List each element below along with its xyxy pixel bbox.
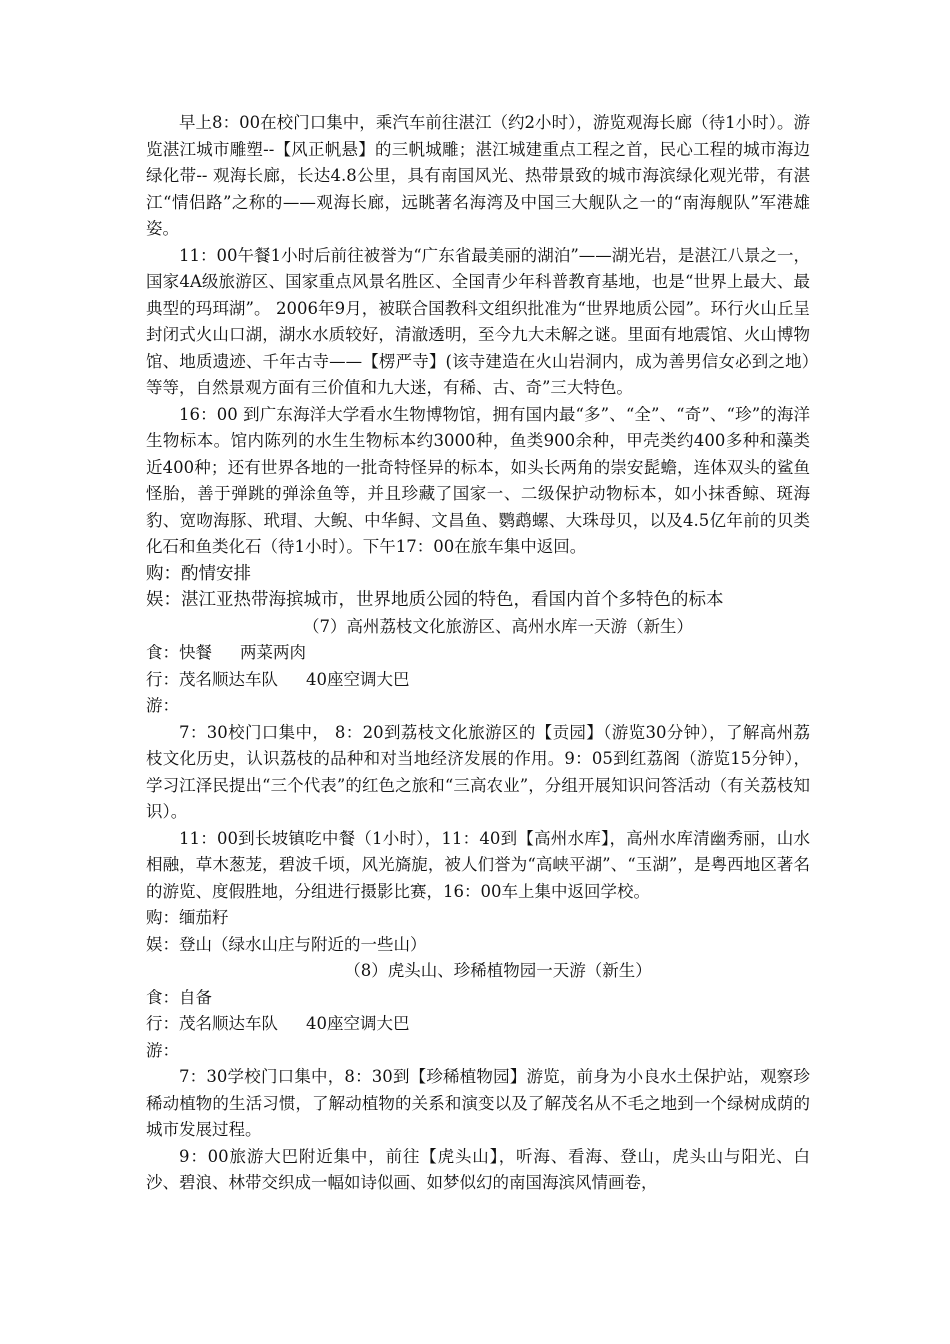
- section7-heading: （7）高州荔枝文化旅游区、高州水库一天游（新生）: [303, 616, 693, 636]
- food-value: 快餐: [179, 643, 212, 662]
- paragraph-section8-2: 9：00旅游大巴附近集中，前往【虎头山】，听海、看海、登山，虎头山与阳光、白沙、碧浪、林带交织成一幅如诗似画、如梦似幻的南国海滨风情画卷，: [146, 1146, 810, 1192]
- paragraph-section7-2: 11：00到长坡镇吃中餐（1小时），11：40到【高州水库】，高州水库清幽秀丽，山水相融，草木葱茏，碧波千顷，风光旖旎，被人们誉为“高峡平湖”、“玉湖”，是粤西地区著名的游览、度假胜地，分组进行摄影比赛，16：00车上集中返回学校。: [146, 828, 810, 901]
- entertainment-value: 登山（绿水山庄与附近的一些山）: [179, 934, 427, 954]
- section7-shopping-row: [146, 905, 810, 932]
- entertainment-label: 娱：: [146, 590, 181, 610]
- section7-entertainment-row: [146, 932, 810, 959]
- section7-food-row: [146, 640, 810, 667]
- section8-food-row: [146, 985, 810, 1012]
- food-value-detail: 两菜两肉: [240, 643, 306, 662]
- paragraph-section7-1: 7：30校门口集中， 8：20到荔枝文化旅游区的【贡园】（游览30分钟），了解高州荔枝文化历史，认识荔枝的品种和对当地经济发展的作用。9：05到红荔阁（游览15分钟），学习江泽民提出“三个代表”的红色之旅和“三高农业”，分组开展知识问答活动（有关荔枝知识）。: [146, 722, 810, 821]
- entertainment-value: 湛江亚热带海摈城市，世界地质公园的特色，看国内首个多特色的标本: [181, 590, 724, 610]
- section8-travel-row: [146, 1011, 810, 1038]
- food-label: 食：: [146, 987, 179, 1007]
- travel-value-detail: 40座空调大巴: [306, 1014, 410, 1033]
- travel-label: 行：: [146, 669, 179, 689]
- paragraph-section8-1: 7：30学校门口集中，8：30到【珍稀植物园】游览，前身为小良水土保护站，观察珍稀动植物的生活习惯，了解动植物的关系和演变以及了解茂名从不毛之地到一个绿树成荫的城市发展过程。: [146, 1067, 810, 1139]
- food-label: 食：: [146, 643, 179, 662]
- travel-value: 茂名顺达车队: [179, 669, 278, 689]
- section6-entertainment-row: [146, 587, 810, 614]
- tour-label: 游：: [146, 696, 179, 715]
- shopping-label: 购：: [146, 908, 179, 927]
- section8-heading: （8）虎头山、珍稀植物园一天游（新生）: [344, 961, 652, 980]
- section7-travel-row: [146, 667, 810, 694]
- food-value: 自备: [179, 987, 212, 1007]
- shopping-value: 酌情安排: [181, 563, 251, 584]
- travel-label: 行：: [146, 1014, 179, 1033]
- travel-value-detail: 40座空调大巴: [306, 669, 410, 689]
- section7-tour-row: [146, 693, 810, 720]
- shopping-label: 购：: [146, 563, 181, 584]
- paragraph-section6-2: 11：00午餐1小时后前往被誉为“广东省最美丽的湖泊”——湖光岩，是湛江八景之一，国家4A级旅游区、国家重点风景名胜区、全国青少年科普教育基地，也是“世界上最大、最典型的玛珥湖”。 2006年9月，被联合国教科文组织批准为“世界地质公园”。环行火山丘呈封闭式火山口湖，湖水水质较好，清澈透明，至今九大未解之谜。里面有地震馆、火山博物馆、地质遗迹、千年古寺——【楞严寺】(该寺建造在火山岩洞内，成为善男信女必到之地）等等，自然景观方面有三价值和九大迷，有稀、古、奇”三大特色。: [146, 245, 810, 397]
- shopping-value: 缅茄籽: [179, 908, 229, 927]
- paragraph-section6-1: 早上8：00在校门口集中，乘汽车前往湛江（约2小时），游览观海长廊（待1小时）。游览湛江城市雕塑--【风正帆悬】的三帆城雕；湛江城建重点工程之首，民心工程的城市海边绿化带-- 观海长廊，长达4.8公里，具有南国风光、热带景致的城市海滨绿化观光带，有湛江“情侣路”之称的——观海长廊，远眺著名海湾及中国三大舰队之一的“南海舰队”军港雄姿。: [146, 113, 810, 238]
- section6-shopping-row: [146, 561, 810, 588]
- tour-label: 游：: [146, 1040, 179, 1060]
- paragraph-section6-3: 16：00 到广东海洋大学看水生物博物馆，拥有国内最“多”、“全”、“奇”、“珍”的海洋生物标本。馆内陈列的水生生物标本约3000种，鱼类900余种，甲壳类约400多种和藻类近400种；还有世界各地的一批奇特怪异的标本，如头长两角的崇安髭蟾，连体双头的鲨鱼怪胎，善于弹跳的弹涂鱼等，并且珍藏了国家一、二级保护动物标本，如小抹香鲸、斑海豹、宽吻海豚、玳瑁、大鲵、中华鲟、文昌鱼、鹦鹉螺、大珠母贝，以及4.5亿年前的贝类化石和鱼类化石（待1小时）。下午17：00在旅车集中返回。: [146, 404, 810, 556]
- document-page: [146, 110, 810, 1197]
- section8-tour-row: [146, 1038, 810, 1065]
- travel-value: 茂名顺达车队: [179, 1014, 278, 1033]
- entertainment-label: 娱：: [146, 934, 179, 954]
